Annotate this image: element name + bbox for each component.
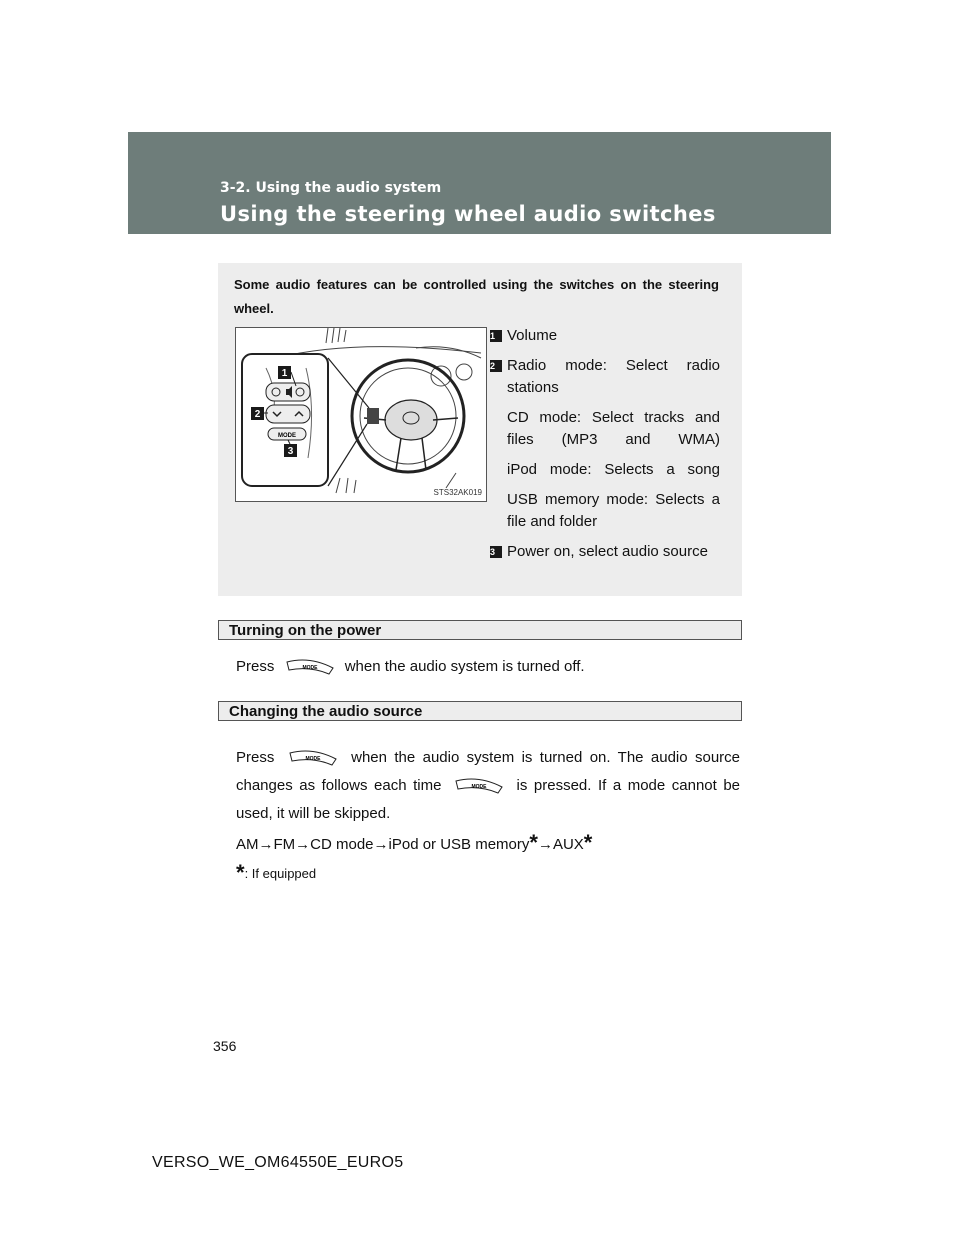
power-text (236, 658, 740, 676)
intro-text: Some audio features can be controlled using the switches on the steering wheel. (234, 277, 719, 316)
figure-code: STS32AK019 (433, 488, 482, 497)
asterisk: * (583, 830, 593, 855)
legend-item-volume (490, 325, 720, 347)
mode-button-icon (285, 658, 335, 676)
source-part2: is pressed. If a mode cannot be used, it will be skipped. (236, 777, 741, 822)
svg-text:MODE: MODE (302, 665, 318, 672)
callout-2: 2 (254, 409, 261, 420)
legend-text: Power on, select audio source (507, 543, 708, 560)
mode-button-icon (454, 777, 504, 795)
source-sequence: AM→FM→CD mode→iPod or USB memory*→AUX* (236, 830, 593, 855)
legend-item-radio (490, 355, 720, 533)
legend-number: 3 (490, 546, 502, 558)
steering-wheel-figure (235, 327, 487, 502)
legend-sub-usb: USB memory mode: Selects a file and folder (507, 491, 720, 530)
legend-text: Radio mode: Select radio stations (507, 357, 720, 396)
asterisk: * (529, 830, 538, 855)
legend-number: 2 (490, 360, 502, 372)
legend-sub-cd: CD mode: Select tracks and files (MP3 and WMA) (507, 409, 720, 448)
legend-number: 1 (490, 330, 502, 342)
press-word: Press (236, 658, 275, 675)
intro-box (218, 263, 742, 596)
callout-legend (490, 325, 720, 563)
chapter-header (128, 132, 831, 234)
legend-text: Volume (507, 327, 558, 344)
legend-item-power (490, 541, 720, 563)
source-heading: Changing the audio source (218, 701, 742, 721)
callout-3: 3 (287, 446, 294, 457)
source-part1: when the audio system is turned on. The audio source changes as follows each time (236, 749, 740, 794)
section-label: 3-2. Using the audio system (220, 180, 442, 196)
press-word: Press (236, 749, 275, 766)
legend-sub-ipod: iPod mode: Selects a song (507, 461, 720, 478)
callout-1: 1 (281, 368, 288, 379)
source-text (236, 744, 740, 828)
steering-wheel-illustration (236, 328, 486, 501)
mode-button-icon (288, 749, 338, 767)
footer-code: VERSO_WE_OM64550E_EURO5 (152, 1154, 404, 1171)
footnote: *: If equipped (236, 860, 317, 885)
page-title: Using the steering wheel audio switches (220, 202, 716, 226)
page-number: 356 (213, 1038, 237, 1054)
svg-text:MODE: MODE (471, 784, 487, 791)
power-heading: Turning on the power (218, 620, 742, 640)
svg-text:MODE: MODE (305, 756, 321, 763)
power-rest: when the audio system is turned off. (344, 658, 585, 675)
mode-button-label: MODE (278, 433, 296, 439)
